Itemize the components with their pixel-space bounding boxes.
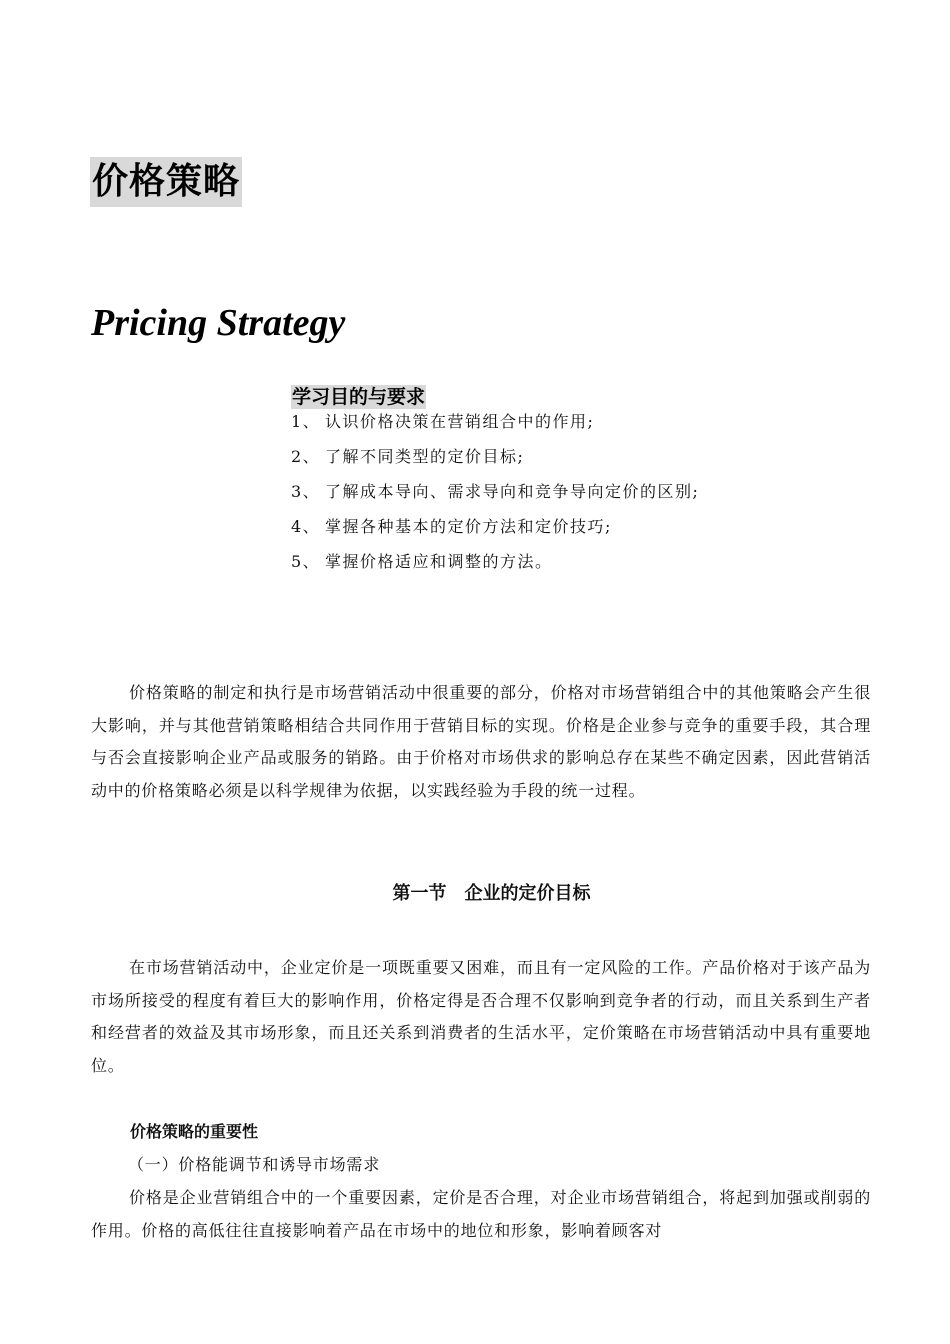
objective-text: 掌握各种基本的定价方法和定价技巧;: [325, 517, 612, 536]
importance-point: （一）价格能调节和诱导市场需求: [128, 1155, 381, 1174]
objective-number: 3、: [291, 482, 321, 501]
chapter-title-chinese: 价格策略: [90, 157, 242, 207]
objective-item: [291, 549, 851, 584]
objective-text: 了解成本导向、需求导向和竞争导向定价的区别;: [325, 482, 700, 501]
section-paragraph: 在市场营销活动中，企业定价是一项既重要又困难，而且有一定风险的工作。产品价格对于该产品为市场所接受的程度有着巨大的影响作用，价格定得是否合理不仅影响到竞争者的行动，而且关系到生产者和经营者的效益及其市场形象，而且还关系到消费者的生活水平，定价策略在市场营销活动中具有重要地位。: [91, 958, 871, 1075]
objective-text: 了解不同类型的定价目标;: [325, 447, 525, 466]
objective-text: 认识价格决策在营销组合中的作用;: [325, 412, 595, 431]
importance-heading: 价格策略的重要性: [130, 1122, 259, 1141]
objective-text: 掌握价格适应和调整的方法。: [325, 552, 553, 571]
objective-number: 4、: [291, 517, 321, 536]
learning-objectives: [291, 385, 851, 584]
chapter-title-english: Pricing Strategy: [91, 302, 346, 344]
objective-number: 5、: [291, 552, 321, 571]
section-title: 第一节 企业的定价目标: [392, 883, 591, 904]
learning-objectives-list: [291, 409, 851, 584]
learning-objectives-heading: 学习目的与要求: [292, 386, 426, 408]
objective-item: [291, 444, 851, 479]
objective-item: [291, 409, 851, 444]
objective-number: 2、: [291, 447, 321, 466]
objective-item: [291, 479, 851, 514]
importance-paragraph: 价格是企业营销组合中的一个重要因素，定价是否合理，对企业市场营销组合，将起到加强或削弱的作用。价格的高低往往直接影响着产品在市场中的地位和形象，影响着顾客对: [91, 1188, 871, 1240]
intro-paragraph: 价格策略的制定和执行是市场营销活动中很重要的部分，价格对市场营销组合中的其他策略会产生很大影响，并与其他营销策略相结合共同作用于营销目标的实现。价格是企业参与竞争的重要手段，其合理与否会直接影响企业产品或服务的销路。由于价格对市场供求的影响总存在某些不确定因素，因此营销活动中的价格策略必须是以科学规律为依据，以实践经验为手段的统一过程。: [91, 683, 871, 800]
objective-item: [291, 514, 851, 549]
objective-number: 1、: [291, 412, 321, 431]
